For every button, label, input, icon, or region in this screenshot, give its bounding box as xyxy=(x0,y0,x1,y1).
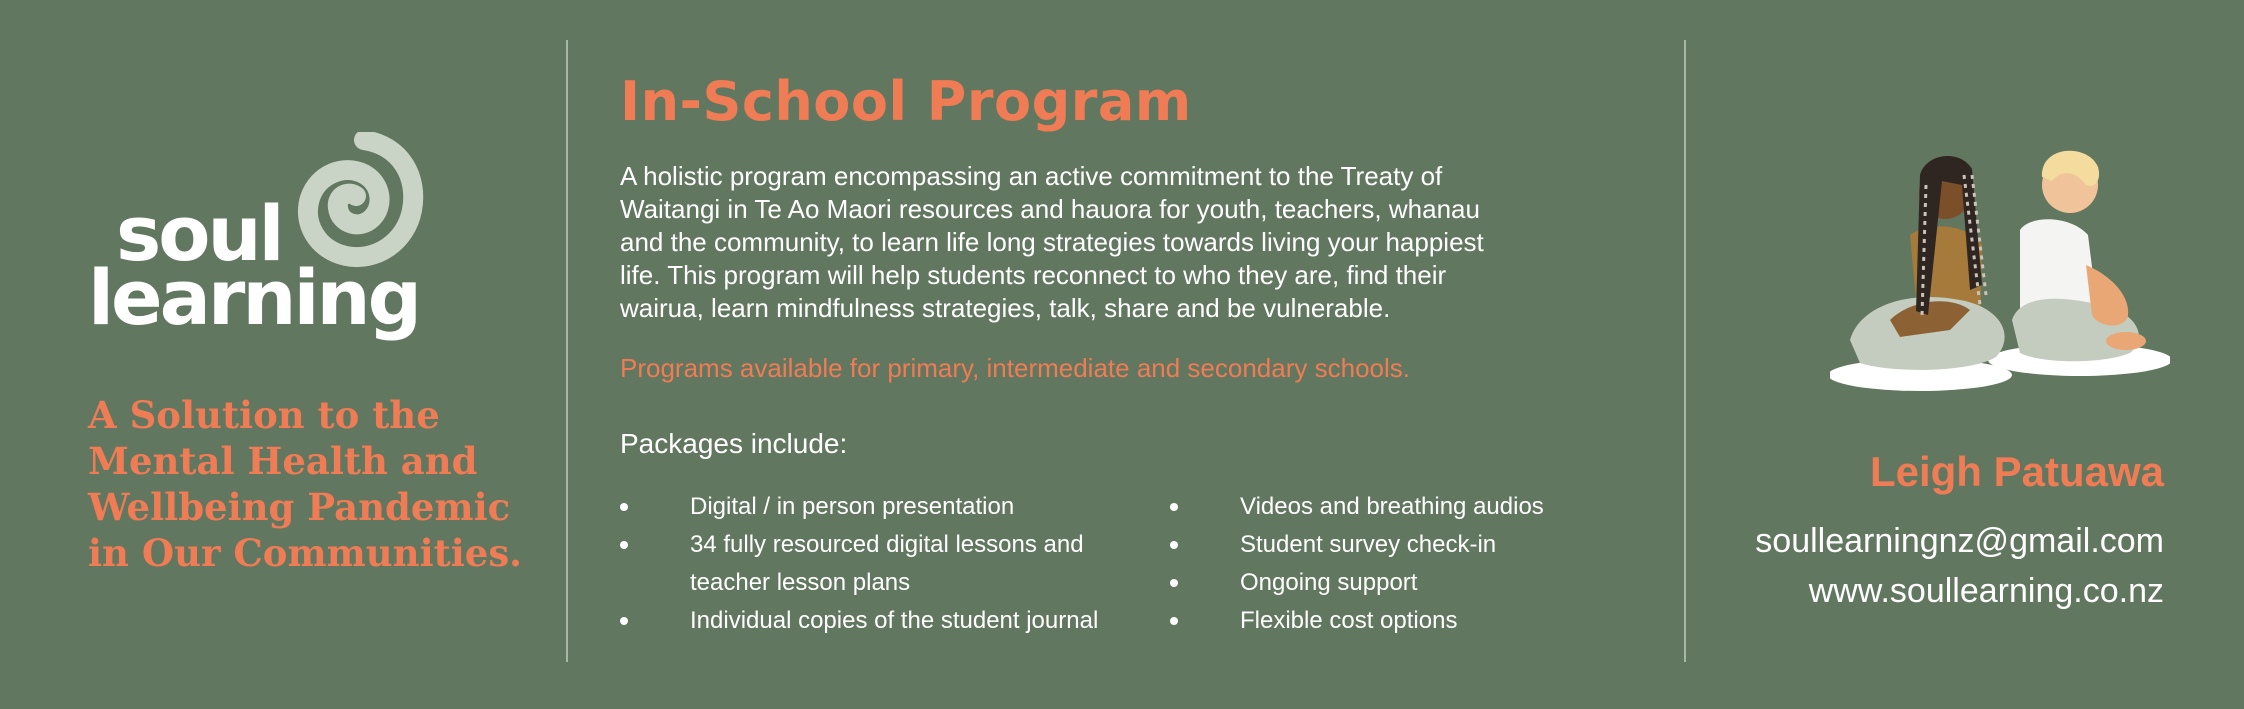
spiral-icon xyxy=(294,132,424,272)
list-item xyxy=(620,526,1160,602)
contact-name: Leigh Patuawa xyxy=(1869,448,2164,495)
list-item-text: Flexible cost options xyxy=(1240,607,1458,634)
tagline xyxy=(88,392,538,576)
list-item-text: teacher lesson plans xyxy=(690,569,911,596)
description-line: life. This program will help students reconnect to who they are, find their xyxy=(620,260,1447,290)
packages-heading: Packages include: xyxy=(620,428,848,459)
contact-email[interactable]: soullearningnz@gmail.com xyxy=(1755,522,2164,560)
list-item xyxy=(1170,488,1630,526)
list-item xyxy=(620,602,1160,640)
packages-list-right xyxy=(1170,488,1630,640)
description-line: A holistic program encompassing an active commitment to the Treaty of xyxy=(620,161,1443,191)
list-item-text: Digital / in person presentation xyxy=(690,493,1015,520)
description-line: Waitangi in Te Ao Maori resources and hauora for youth, teachers, whanau xyxy=(620,194,1480,224)
column-divider-left xyxy=(566,40,568,662)
logo-word-learning: learning xyxy=(88,253,420,342)
list-item-text: Individual copies of the student journal xyxy=(690,607,1099,634)
meditating-people-illustration xyxy=(1830,115,2170,395)
description-line: and the community, to learn life long strategies towards living your happiest xyxy=(620,227,1484,257)
list-item-text: 34 fully resourced digital lessons and xyxy=(690,531,1084,558)
list-item-text: Ongoing support xyxy=(1240,569,1418,596)
list-item xyxy=(1170,526,1630,564)
availability-note: Programs available for primary, intermediate and secondary schools. xyxy=(620,353,1410,383)
column-divider-right xyxy=(1684,40,1686,662)
description-line: wairua, learn mindfulness strategies, talk, share and be vulnerable. xyxy=(620,293,1391,323)
tagline-line: A Solution to the xyxy=(88,393,440,437)
program-title: In-School Program xyxy=(620,70,1192,133)
logo-word-soul: soul xyxy=(116,189,282,278)
list-item xyxy=(1170,564,1630,602)
program-description xyxy=(620,160,1670,325)
list-item-text: Videos and breathing audios xyxy=(1240,493,1544,520)
soul-learning-logo xyxy=(88,132,428,352)
contact-website[interactable]: www.soullearning.co.nz xyxy=(1808,572,2164,610)
tagline-line: Mental Health and xyxy=(88,439,478,483)
tagline-line: Wellbeing Pandemic xyxy=(88,485,511,529)
list-item xyxy=(1170,602,1630,640)
list-item xyxy=(620,488,1160,526)
list-item-text: Student survey check-in xyxy=(1240,531,1497,558)
tagline-line: in Our Communities. xyxy=(88,531,523,575)
packages-list-left xyxy=(620,488,1160,640)
